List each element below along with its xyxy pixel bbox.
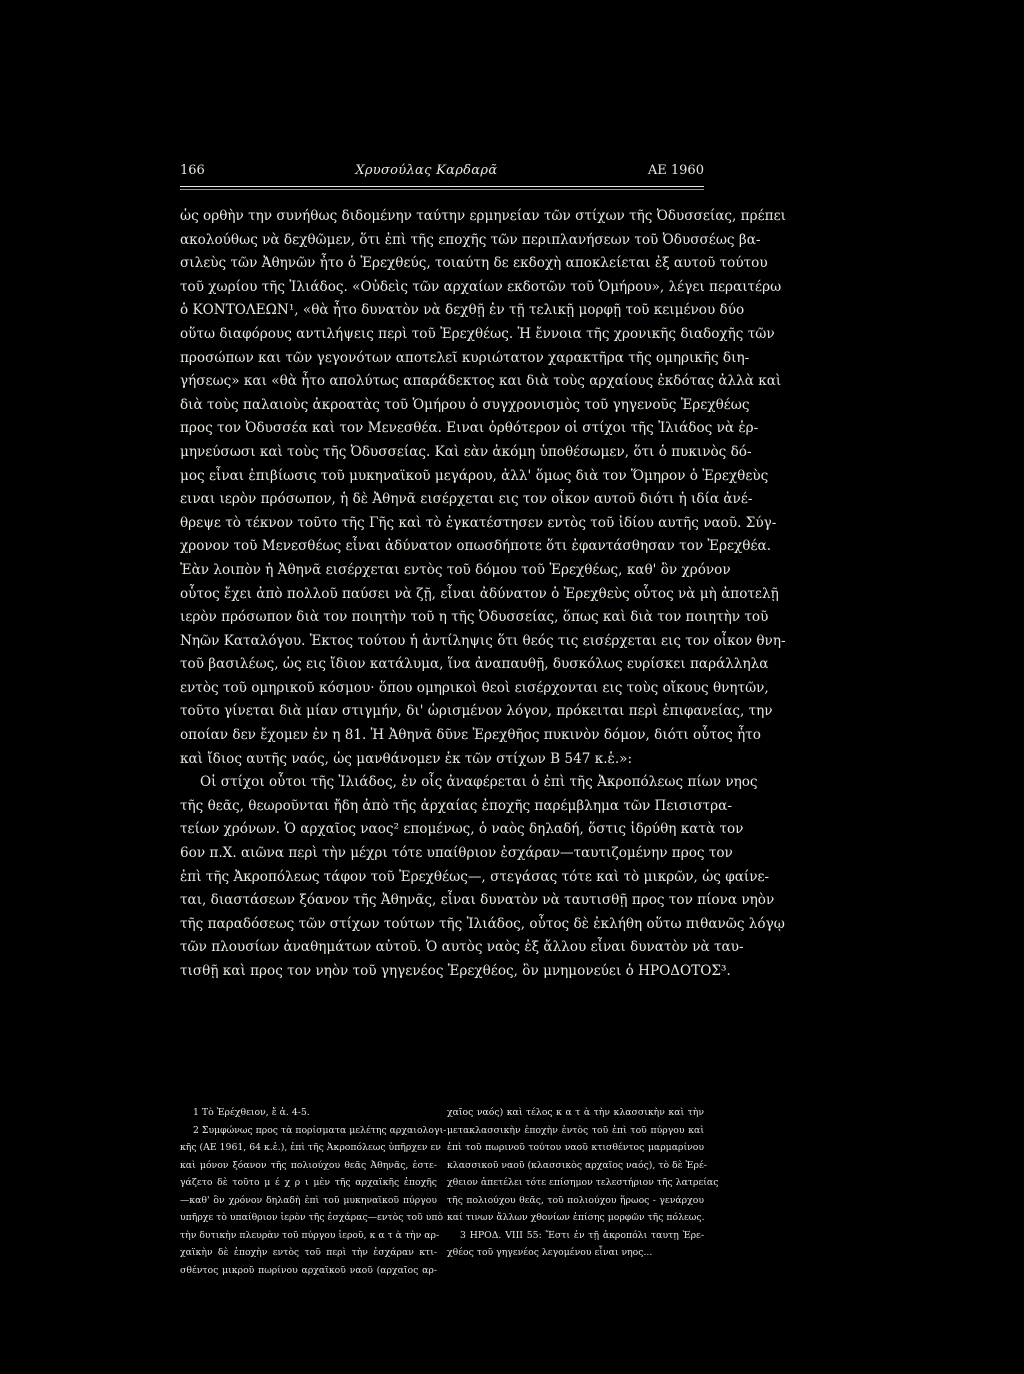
journal-reference: ΑΕ 1960 xyxy=(647,163,704,178)
body-line: τῆς παραδόσεως τῶν στίχων τούτων τῆς Ἰλιάδος, οὗτος δὲ ἐκλήθη οὕτω πιθανῶς λόγῳ xyxy=(180,915,785,932)
footnote-line: καί τινων ἄλλων χθονίων ἐπίσης μορφῶν τῆς πόλεως. xyxy=(447,1212,705,1223)
body-line: ἐπὶ τῆς Ἀκροπόλεως τάφον τοῦ Ἐρεχθέως—, στεγάσας τότε καὶ τὸ μικρῶν, ὡς φαίνε- xyxy=(180,868,770,885)
body-line: ειναι ιερὸν πρόσωπον, ἡ δὲ Ἀθηνᾶ εισέρχεται εις τον οἶκον αυτοῦ διότι ἡ ιδία ἀνέ- xyxy=(180,491,753,508)
page-number: 166 xyxy=(180,163,205,178)
body-line: τοῦ χωρίου τῆς Ἰλιάδος. «Οὐδεὶς τῶν αρχαίων εκδοτῶν τοῦ Ὁμήρου», λέγει περαιτέρω xyxy=(180,278,782,295)
body-line: ὁ ΚΟΝΤΟΛΕΩΝ¹, «θὰ ἦτο δυνατὸν νὰ δεχθῇ ἐν τῇ τελικῇ μορφῇ τοῦ κειμένου δύο xyxy=(180,302,745,319)
body-line: οποίαν δεν ἔχομεν ἐν η 81. Ἡ Ἀθηνᾶ δῦνε Ἐρεχθῆος πυκινὸν δόμον, διότι οὗτος ἦτο xyxy=(180,727,761,744)
body-line: χρονον τοῦ Μενεσθέως εἶναι ἀδύνατον οπωσδήποτε ὅτι ἐφαντάσθησαν τον Ἐρεχθέα. xyxy=(180,538,772,555)
body-line: ιερὸν πρόσωπον διὰ τον ποιητὴν τοῦ η τῆς Ὀδυσσείας, ὅπως καὶ διὰ τον ποιητὴν τοῦ xyxy=(180,609,769,626)
body-line: γήσεως» και «θὰ ἦτο απολύτως απαράδεκτος και διὰ τοὺς αρχαίους ἐκδότας ἀλλὰ καὶ xyxy=(180,373,782,390)
footnotes-left-column xyxy=(180,1104,447,1279)
body-line: ὡς ορθὴν την συνήθως διδομένην ταύτην ερμηνείαν τῶν στίχων τῆς Ὀδυσσείας, πρέπει xyxy=(180,208,786,224)
body-line: προς τον Ὀδυσσέα καὶ τον Μενεσθέα. Ειναι ὀρθότερον οἱ στίχοι τῆς Ἰλιάδος νὰ ἑρ- xyxy=(180,420,759,437)
body-line: τοῦ βασιλέως, ὡς εις ἴδιον κατάλυμα, ἵνα ἀναπαυθῇ, δυσκόλως ευρίσκει παράλληλα xyxy=(180,656,769,673)
body-line: τισθῇ καὶ προς τον νηὸν τοῦ γηγενέος Ἐρεχθέος, ὃν μνημονεύει ὁ ΗΡΟΔΟΤΟΣ³. xyxy=(180,963,731,979)
footnote-line: 2 Συμφώνως προς τὰ πορίσματα μελέτης αρχαιολογι- xyxy=(193,1124,447,1136)
body-text xyxy=(180,205,786,984)
footnotes-right-column xyxy=(447,1104,719,1279)
body-line: ακολούθως νὰ δεχθῶμεν, ὅτι ἐπὶ τῆς εποχῆς τῶν περιπλανήσεων τοῦ Ὀδυσσέως βα- xyxy=(180,231,761,248)
body-line: μος εἶναι ἐπιβίωσις τοῦ μυκηναϊκοῦ μεγάρου, ἀλλ' ὅμως διὰ τον Ὅμηρον ὁ Ἐρεχθεὺς xyxy=(180,467,769,484)
footnote-line: τὴν δυτικὴν πλευρὰν τοῦ πύργου ἱεροῦ, κ α τ ὰ τὴν αρ- xyxy=(180,1229,440,1241)
body-line: τείων χρόνων. Ὁ αρχαῖος ναος² επομένως, ὁ ναὸς δηλαδή, ὅστις ἱδρύθη κατὰ τον xyxy=(180,821,744,838)
header-rule-secondary xyxy=(180,189,704,190)
running-header xyxy=(180,163,704,178)
footnote-line: μετακλασσικὴν ἐποχὴν ἐντὸς τοῦ ἐπὶ τοῦ πύργου καὶ xyxy=(447,1124,704,1136)
body-line: μηνεύσωσι καὶ τοὺς τῆς Ὀδυσσείας. Καὶ εὰν ἀκόμη ὑποθέσωμεν, ὅτι ὁ πυκινὸς δό- xyxy=(180,443,752,460)
body-line: καὶ ἴδιος αυτῆς ναός, ὡς μανθάνομεν ἐκ τῶν στίχων Β 547 κ.ἑ.»: xyxy=(180,750,633,767)
footnote-line: ἐπὶ τοῦ πωρινοῦ τούτου ναοῦ κτισθέντος μαρμαρίνου xyxy=(447,1142,704,1153)
body-line: σιλεὺς τῶν Ἀθηνῶν ἦτο ὁ Ἐρεχθεύς, τοιαύτη δε εκδοχὴ αποκλείεται ἐξ αυτοῦ τούτου xyxy=(180,255,768,272)
footnote-line: —καθ' ὃν χρόνον δηλαδὴ ἐπὶ τοῦ μυκηναϊκοῦ πύργου xyxy=(180,1194,437,1206)
header-rule xyxy=(180,186,704,187)
footnote-line: χθειον ἀπετέλει τότε επίσημον τελεστήριον τῆς λατρείας xyxy=(447,1177,719,1188)
body-line: Ἐὰν λοιπὸν ἡ Ἀθηνᾶ εισέρχεται εντὸς τοῦ δόμου τοῦ Ἐρεχθέως, καθ' ὃν χρόνον xyxy=(180,561,731,578)
footnote-line: κῆς (ΑΕ 1961, 64 κ.ἑ.), ἐπὶ τῆς Ἀκροπόλεως ὑπῆρχεν εν xyxy=(180,1142,441,1153)
body-line: διὰ τοὺς παλαιοὺς ἀκροατὰς τοῦ Ὁμήρου ὁ συγχρονισμὸς τοῦ γηγενοῦς Ἐρεχθέως xyxy=(180,396,750,413)
body-line: οὕτω διαφόρους αντιλήψεις περὶ τοῦ Ἐρεχθέως. Ἡ ἔννοια τῆς χρονικῆς διαδοχῆς τῶν xyxy=(180,325,775,342)
footnote-line: χαῖος ναός) καὶ τέλος κ α τ ὰ τὴν κλασσικὴν καὶ τὴν xyxy=(447,1107,704,1118)
body-line: θρεψε τὸ τέκνον τοῦτο τῆς Γῆς καὶ τὸ ἐγκατέστησεν εντὸς τοῦ ἰδίου αυτῆς ναοῦ. Σύγ- xyxy=(180,514,777,531)
body-line: Οἱ στίχοι οὗτοι τῆς Ἰλιάδος, ἐν οἷς ἀναφέρεται ὁ ἐπὶ τῆς Ἀκροπόλεως πίων νηος xyxy=(200,774,758,791)
footnote-line: καὶ μόνον ξόανον τῆς πολιούχου θεᾶς Ἀθηνᾶς, ἐστε- xyxy=(180,1159,437,1171)
body-line: τῆς θεᾶς, θεωροῦνται ἤδη ἀπὸ τῆς ἀρχαίας ἐποχῆς παρέμβλημα τῶν Πεισιστρα- xyxy=(180,797,732,814)
body-line: οὗτος ἔχει ἀπὸ πολλοῦ παύσει νὰ ζῇ, εἶναι ἀδύνατον ὁ Ἐρεχθεὺς οὗτος νὰ μὴ ἀποτελῇ xyxy=(180,585,779,602)
body-line: 6ον π.Χ. αιῶνα περὶ τὴν μέχρι τότε υπαίθριον ἐσχάραν—ταυτιζομένην προς τον xyxy=(180,845,733,862)
body-line: τῶν πλουσίων ἀναθημάτων αὐτοῦ. Ὁ αυτὸς ναὸς ἐξ ἄλλου εἶναι δυνατὸν νὰ ταυ- xyxy=(180,939,744,956)
body-line: προσώπων και τῶν γεγονότων αποτελεῖ κυριώτατον χαρακτῆρα τῆς ομηρικῆς διη- xyxy=(180,349,750,366)
body-line: ται, διαστάσεων ξόανον τῆς Ἀθηνᾶς, εἶναι δυνατὸν νὰ ταυτισθῇ προς τον πίονα νηὸν xyxy=(180,892,775,909)
footnote-line: σθέντος μικροῦ πωρίνου αρχαϊκοῦ ναοῦ (αρχαῖος αρ- xyxy=(180,1264,437,1276)
body-line: τοῦτο γίνεται διὰ μίαν στιγμήν, δι' ὡρισμένον λόγον, πρόκειται περὶ ἐπιφανείας, την xyxy=(180,703,773,720)
footnote-line: χθέος τοῦ γηγενέος λεγομένου εἶναι νηος... xyxy=(447,1247,653,1258)
footnote-line: τῆς πολιούχου θεᾶς, τοῦ πολιούχου ἥρωος - γενάρχου xyxy=(447,1194,704,1206)
body-line: Νηῶν Καταλόγου. Ἐκτος τούτου ἡ ἀντίληψις ὅτι θεός τις εισέρχεται εις τον οἶκον θνη- xyxy=(180,632,786,649)
footnotes xyxy=(180,1104,719,1279)
footnote-line: 3 ΗΡΟΔ. VIII 55: Ἔστι ἐν τῇ ἀκροπόλι ταυτῃ Ἐρε- xyxy=(460,1229,704,1241)
running-title-author: Χρυσούλας Καρδαρᾶ xyxy=(355,163,498,178)
footnote-line: 1 Τὸ Ἐρέχθειον, ἔ ἀ. 4-5. xyxy=(193,1107,310,1118)
body-line: εντὸς τοῦ ομηρικοῦ κόσμου· ὅπου ομηρικοὶ θεοὶ εισέρχονται εις τοὺς οἴκους θνητῶν, xyxy=(180,679,769,696)
footnote-line: χαϊκὴν δὲ ἐποχὴν εντὸς τοῦ περὶ τὴν ἐσχάραν κτι- xyxy=(180,1247,437,1258)
footnote-line: γάζετο δὲ τοῦτο μ έ χ ρ ι μὲν τῆς αρχαϊκῆς ἐποχῆς xyxy=(180,1177,437,1188)
footnote-line: υπῆρχε τὸ υπαίθριον ἱερὸν τῆς ἐσχάρας—εντὸς τοῦ υπὸ xyxy=(180,1212,444,1223)
footnote-line: κλασσικοῦ ναοῦ (κλασσικὸς αρχαῖος ναός), τὸ δὲ Ἐρέ- xyxy=(447,1159,707,1171)
